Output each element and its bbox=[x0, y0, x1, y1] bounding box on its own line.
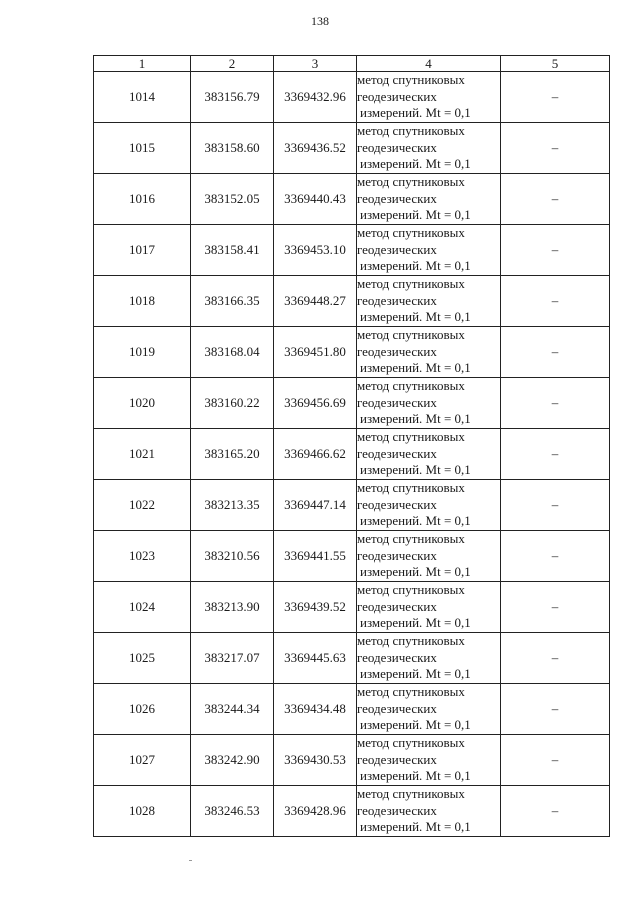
x-coordinate-cell: 383244.34 bbox=[191, 684, 274, 735]
point-number-cell: 1028 bbox=[94, 786, 191, 837]
method-line: метод спутниковых bbox=[357, 174, 465, 190]
method-line: геодезических bbox=[357, 190, 437, 206]
y-coordinate-cell: 3369436.52 bbox=[274, 123, 357, 174]
method-cell bbox=[357, 174, 501, 225]
coordinates-table bbox=[93, 55, 610, 837]
y-coordinate-cell: 3369441.55 bbox=[274, 531, 357, 582]
note-cell bbox=[501, 633, 610, 684]
x-coordinate-cell: 383158.60 bbox=[191, 123, 274, 174]
y-coordinate-cell: 3369440.43 bbox=[274, 174, 357, 225]
dash-mark: – bbox=[551, 191, 559, 206]
note-cell bbox=[501, 735, 610, 786]
x-coordinate-cell: 383165.20 bbox=[191, 429, 274, 480]
dash-mark: – bbox=[551, 599, 559, 614]
y-coordinate-cell: 3369430.53 bbox=[274, 735, 357, 786]
x-coordinate-cell: 383213.90 bbox=[191, 582, 274, 633]
method-line: геодезических bbox=[357, 547, 437, 563]
note-cell bbox=[501, 786, 610, 837]
table-row bbox=[94, 684, 610, 735]
dash-mark: – bbox=[551, 293, 559, 308]
point-number-cell: 1023 bbox=[94, 531, 191, 582]
note-cell bbox=[501, 174, 610, 225]
dash-mark: – bbox=[551, 497, 559, 512]
method-line: метод спутниковых bbox=[357, 276, 465, 292]
x-coordinate-cell: 383152.05 bbox=[191, 174, 274, 225]
column-header: 5 bbox=[501, 56, 610, 72]
table-row bbox=[94, 327, 610, 378]
method-cell bbox=[357, 786, 501, 837]
method-line: геодезических bbox=[357, 802, 437, 818]
point-number-cell: 1014 bbox=[94, 72, 191, 123]
page-number: 138 bbox=[311, 14, 329, 28]
point-number-cell: 1026 bbox=[94, 684, 191, 735]
point-number-cell: 1018 bbox=[94, 276, 191, 327]
column-header: 3 bbox=[274, 56, 357, 72]
method-line: измерений. Mt = 0,1 bbox=[360, 258, 471, 274]
method-cell bbox=[357, 429, 501, 480]
column-header: 2 bbox=[191, 56, 274, 72]
dash-mark: – bbox=[551, 140, 559, 155]
x-coordinate-cell: 383213.35 bbox=[191, 480, 274, 531]
column-header: 1 bbox=[94, 56, 191, 72]
method-line: измерений. Mt = 0,1 bbox=[360, 207, 471, 223]
method-line: геодезических bbox=[357, 343, 437, 359]
y-coordinate-cell: 3369453.10 bbox=[274, 225, 357, 276]
method-line: измерений. Mt = 0,1 bbox=[360, 564, 471, 580]
dash-mark: – bbox=[551, 701, 559, 716]
note-cell bbox=[501, 123, 610, 174]
method-line: геодезических bbox=[357, 598, 437, 614]
method-line: измерений. Mt = 0,1 bbox=[360, 105, 471, 121]
method-line: измерений. Mt = 0,1 bbox=[360, 156, 471, 172]
method-cell bbox=[357, 480, 501, 531]
x-coordinate-cell: 383210.56 bbox=[191, 531, 274, 582]
point-number-cell: 1024 bbox=[94, 582, 191, 633]
x-coordinate-cell: 383242.90 bbox=[191, 735, 274, 786]
x-coordinate-cell: 383160.22 bbox=[191, 378, 274, 429]
method-line: метод спутниковых bbox=[357, 225, 465, 241]
dash-mark: – bbox=[551, 446, 559, 461]
y-coordinate-cell: 3369456.69 bbox=[274, 378, 357, 429]
dash-mark: – bbox=[551, 242, 559, 257]
dash-mark: – bbox=[551, 344, 559, 359]
method-line: измерений. Mt = 0,1 bbox=[360, 666, 471, 682]
table-row bbox=[94, 786, 610, 837]
method-line: геодезических bbox=[357, 496, 437, 512]
scan-artifact bbox=[189, 860, 192, 861]
method-line: измерений. Mt = 0,1 bbox=[360, 717, 471, 733]
dash-mark: – bbox=[551, 89, 559, 104]
method-line: метод спутниковых bbox=[357, 786, 465, 802]
method-line: геодезических bbox=[357, 394, 437, 410]
method-line: метод спутниковых bbox=[357, 123, 465, 139]
column-header: 4 bbox=[357, 56, 501, 72]
point-number-cell: 1027 bbox=[94, 735, 191, 786]
y-coordinate-cell: 3369448.27 bbox=[274, 276, 357, 327]
method-cell bbox=[357, 123, 501, 174]
x-coordinate-cell: 383168.04 bbox=[191, 327, 274, 378]
note-cell bbox=[501, 480, 610, 531]
note-cell bbox=[501, 531, 610, 582]
dash-mark: – bbox=[551, 650, 559, 665]
method-cell bbox=[357, 327, 501, 378]
method-line: измерений. Mt = 0,1 bbox=[360, 462, 471, 478]
method-cell bbox=[357, 633, 501, 684]
y-coordinate-cell: 3369451.80 bbox=[274, 327, 357, 378]
y-coordinate-cell: 3369434.48 bbox=[274, 684, 357, 735]
dash-mark: – bbox=[551, 803, 559, 818]
method-line: метод спутниковых bbox=[357, 378, 465, 394]
point-number-cell: 1019 bbox=[94, 327, 191, 378]
x-coordinate-cell: 383166.35 bbox=[191, 276, 274, 327]
method-line: измерений. Mt = 0,1 bbox=[360, 768, 471, 784]
method-cell bbox=[357, 582, 501, 633]
method-line: геодезических bbox=[357, 649, 437, 665]
table-row bbox=[94, 276, 610, 327]
y-coordinate-cell: 3369428.96 bbox=[274, 786, 357, 837]
method-line: геодезических bbox=[357, 241, 437, 257]
method-line: измерений. Mt = 0,1 bbox=[360, 411, 471, 427]
note-cell bbox=[501, 72, 610, 123]
dash-mark: – bbox=[551, 395, 559, 410]
method-line: измерений. Mt = 0,1 bbox=[360, 513, 471, 529]
method-cell bbox=[357, 72, 501, 123]
dash-mark: – bbox=[551, 548, 559, 563]
method-cell bbox=[357, 531, 501, 582]
point-number-cell: 1021 bbox=[94, 429, 191, 480]
method-line: геодезических bbox=[357, 139, 437, 155]
x-coordinate-cell: 383158.41 bbox=[191, 225, 274, 276]
method-line: измерений. Mt = 0,1 bbox=[360, 615, 471, 631]
method-cell bbox=[357, 276, 501, 327]
y-coordinate-cell: 3369439.52 bbox=[274, 582, 357, 633]
note-cell bbox=[501, 429, 610, 480]
y-coordinate-cell: 3369447.14 bbox=[274, 480, 357, 531]
method-line: измерений. Mt = 0,1 bbox=[360, 309, 471, 325]
method-line: геодезических bbox=[357, 751, 437, 767]
table-body bbox=[94, 72, 610, 837]
table-row bbox=[94, 123, 610, 174]
table-row bbox=[94, 174, 610, 225]
table-row bbox=[94, 531, 610, 582]
note-cell bbox=[501, 225, 610, 276]
method-line: метод спутниковых bbox=[357, 480, 465, 496]
x-coordinate-cell: 383246.53 bbox=[191, 786, 274, 837]
method-line: метод спутниковых bbox=[357, 684, 465, 700]
note-cell bbox=[501, 327, 610, 378]
x-coordinate-cell: 383156.79 bbox=[191, 72, 274, 123]
method-line: измерений. Mt = 0,1 bbox=[360, 360, 471, 376]
method-line: метод спутниковых bbox=[357, 735, 465, 751]
point-number-cell: 1016 bbox=[94, 174, 191, 225]
note-cell bbox=[501, 684, 610, 735]
table-row bbox=[94, 582, 610, 633]
point-number-cell: 1017 bbox=[94, 225, 191, 276]
method-line: измерений. Mt = 0,1 bbox=[360, 819, 471, 835]
table-row bbox=[94, 378, 610, 429]
table-header-row bbox=[94, 56, 610, 72]
method-cell bbox=[357, 378, 501, 429]
table-row bbox=[94, 72, 610, 123]
note-cell bbox=[501, 276, 610, 327]
table-row bbox=[94, 633, 610, 684]
point-number-cell: 1022 bbox=[94, 480, 191, 531]
note-cell bbox=[501, 582, 610, 633]
method-line: метод спутниковых bbox=[357, 72, 465, 88]
y-coordinate-cell: 3369432.96 bbox=[274, 72, 357, 123]
x-coordinate-cell: 383217.07 bbox=[191, 633, 274, 684]
dash-mark: – bbox=[551, 752, 559, 767]
method-cell bbox=[357, 735, 501, 786]
method-line: геодезических bbox=[357, 445, 437, 461]
method-cell bbox=[357, 684, 501, 735]
method-line: геодезических bbox=[357, 88, 437, 104]
point-number-cell: 1015 bbox=[94, 123, 191, 174]
y-coordinate-cell: 3369466.62 bbox=[274, 429, 357, 480]
point-number-cell: 1020 bbox=[94, 378, 191, 429]
point-number-cell: 1025 bbox=[94, 633, 191, 684]
method-line: метод спутниковых bbox=[357, 327, 465, 343]
method-line: метод спутниковых bbox=[357, 633, 465, 649]
method-line: метод спутниковых bbox=[357, 531, 465, 547]
method-line: геодезических bbox=[357, 700, 437, 716]
table-row bbox=[94, 480, 610, 531]
table-row bbox=[94, 225, 610, 276]
table-row bbox=[94, 735, 610, 786]
method-line: метод спутниковых bbox=[357, 429, 465, 445]
note-cell bbox=[501, 378, 610, 429]
method-line: метод спутниковых bbox=[357, 582, 465, 598]
y-coordinate-cell: 3369445.63 bbox=[274, 633, 357, 684]
method-cell bbox=[357, 225, 501, 276]
table-row bbox=[94, 429, 610, 480]
method-line: геодезических bbox=[357, 292, 437, 308]
